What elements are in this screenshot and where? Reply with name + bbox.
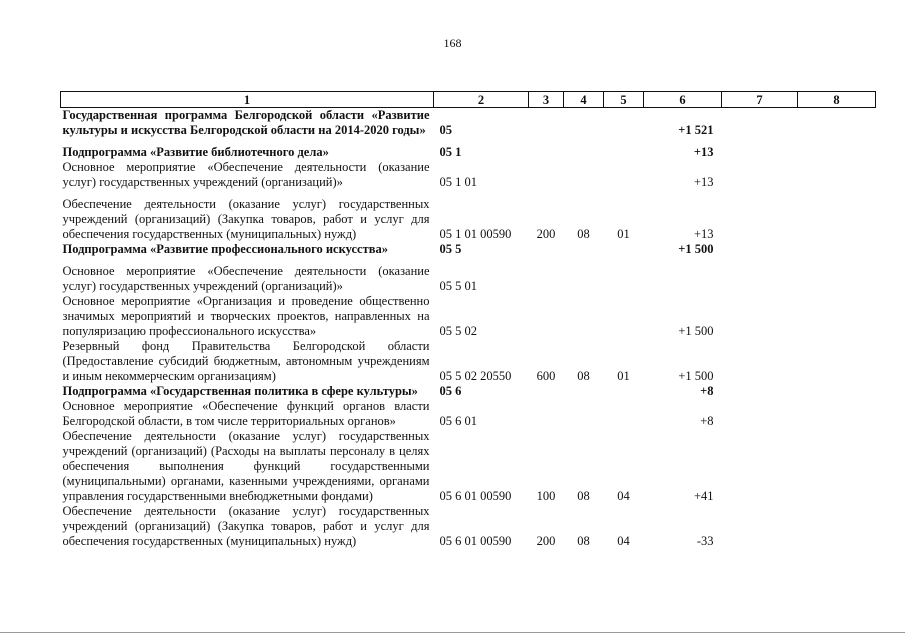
- row-name-cell: Подпрограмма «Государственная политика в сфере культуры»: [62, 384, 418, 398]
- table-body: [61, 108, 876, 550]
- row-col3-cell: [529, 384, 564, 399]
- row-amount-cell: +41: [693, 489, 714, 503]
- row-col8-cell: [798, 339, 876, 384]
- row-col4-cell: 08: [577, 534, 590, 548]
- row-col7-cell: [722, 384, 798, 399]
- row-col4-cell: [564, 384, 604, 399]
- table-row: [61, 429, 876, 504]
- row-col7-cell: [722, 504, 798, 549]
- row-col7-cell: [722, 108, 798, 139]
- table-row: [61, 257, 876, 294]
- header-row: [61, 92, 876, 108]
- row-code-cell: 05 5: [439, 242, 462, 256]
- row-col7-cell: [722, 138, 798, 160]
- row-amount-cell: -33: [696, 534, 714, 548]
- row-amount-cell: [644, 257, 722, 294]
- row-name-cell: Основное мероприятие «Обеспечение деятельности (оказание услуг) государственных учреждений (организаций)»: [62, 264, 430, 293]
- column-header-5: 5: [604, 92, 644, 108]
- row-col5-cell: [604, 138, 644, 160]
- row-amount-cell: +8: [700, 414, 714, 428]
- table-row: [61, 399, 876, 429]
- row-col5-cell: [604, 108, 644, 139]
- row-col8-cell: [798, 429, 876, 504]
- row-name-cell: Обеспечение деятельности (оказание услуг) государственных учреждений (организаций) (Закупка товаров, работ и услуг для обеспечения государственных (муниципальных) нужд): [62, 197, 430, 241]
- page-number: 168: [443, 36, 462, 50]
- row-col4-cell: [564, 242, 604, 257]
- row-code-cell: 05 5 01: [439, 279, 477, 293]
- row-col8-cell: [798, 384, 876, 399]
- row-col8-cell: [798, 504, 876, 549]
- row-col4-cell: [564, 160, 604, 190]
- row-col7-cell: [722, 339, 798, 384]
- row-col3-cell: [529, 160, 564, 190]
- table-row: [61, 294, 876, 339]
- row-col8-cell: [798, 190, 876, 242]
- row-code-cell: 05 6: [439, 384, 462, 398]
- row-code-cell: 05 6 01 00590: [439, 489, 512, 503]
- table-row: [61, 160, 876, 190]
- table-row: [61, 242, 876, 257]
- row-col7-cell: [722, 429, 798, 504]
- column-header-4: 4: [564, 92, 604, 108]
- row-col3-cell: [529, 138, 564, 160]
- row-amount-cell: +1 500: [678, 324, 714, 338]
- table-row: [61, 384, 876, 399]
- row-col5-cell: 01: [617, 369, 630, 383]
- page-bottom-edge: [0, 632, 905, 633]
- row-code-cell: 05 1 01 00590: [439, 227, 512, 241]
- budget-table: [60, 91, 876, 549]
- row-col8-cell: [798, 108, 876, 139]
- row-col8-cell: [798, 138, 876, 160]
- row-amount-cell: +13: [693, 227, 714, 241]
- row-col3-cell: 600: [536, 369, 556, 383]
- row-col5-cell: [604, 294, 644, 339]
- row-code-cell: 05: [439, 123, 452, 137]
- table-row: [61, 138, 876, 160]
- column-header-6: 6: [644, 92, 722, 108]
- row-col7-cell: [722, 242, 798, 257]
- row-code-cell: 05 5 02: [439, 324, 477, 338]
- row-col4-cell: 08: [577, 369, 590, 383]
- row-name-cell: Основное мероприятие «Обеспечение деятельности (оказание услуг) государственных учреждений (организаций)»: [62, 160, 430, 189]
- row-col5-cell: [604, 160, 644, 190]
- row-col4-cell: [564, 399, 604, 429]
- row-amount-cell: +1 500: [678, 369, 714, 383]
- row-col4-cell: [564, 294, 604, 339]
- row-amount-cell: +8: [700, 384, 714, 398]
- row-name-cell: Основное мероприятие «Обеспечение функций органов власти Белгородской области, в том числе территориальных органов»: [62, 399, 430, 428]
- row-amount-cell: +1 500: [678, 242, 714, 256]
- table-row: [61, 190, 876, 242]
- row-col4-cell: 08: [577, 227, 590, 241]
- row-col7-cell: [722, 190, 798, 242]
- row-name-cell: Обеспечение деятельности (оказание услуг) государственных учреждений (организаций) (Расходы на выплаты персоналу в целях обеспечения выполнения функций государственными (муниципальными) органами, казенными учреждениями, органами управления государственными внебюджетными фондами): [62, 429, 430, 503]
- row-col3-cell: 100: [536, 489, 556, 503]
- row-code-cell: 05 6 01: [439, 414, 477, 428]
- row-col3-cell: [529, 257, 564, 294]
- row-name-cell: Основное мероприятие «Организация и проведение общественно значимых мероприятий и творческих проектов, направленных на популяризацию профессионального искусства»: [62, 294, 430, 338]
- row-col5-cell: 04: [617, 489, 630, 503]
- row-name-cell: Резервный фонд Правительства Белгородской области (Предоставление субсидий бюджетным, автономным учреждениям и иным некоммерческим организациям): [62, 339, 430, 383]
- row-col3-cell: 200: [536, 534, 556, 548]
- row-col7-cell: [722, 257, 798, 294]
- row-code-cell: 05 5 02 20550: [439, 369, 512, 383]
- table-row: [61, 504, 876, 549]
- row-col5-cell: [604, 242, 644, 257]
- row-col4-cell: [564, 138, 604, 160]
- row-col4-cell: [564, 108, 604, 139]
- column-header-8: 8: [798, 92, 876, 108]
- row-col4-cell: [564, 257, 604, 294]
- row-col5-cell: [604, 257, 644, 294]
- row-col7-cell: [722, 160, 798, 190]
- row-col3-cell: [529, 399, 564, 429]
- row-name-cell: Подпрограмма «Развитие профессионального искусства»: [62, 242, 388, 256]
- row-col7-cell: [722, 399, 798, 429]
- row-name-cell: Подпрограмма «Развитие библиотечного дела»: [62, 145, 329, 159]
- row-col5-cell: 01: [617, 227, 630, 241]
- row-code-cell: 05 1 01: [439, 175, 477, 189]
- row-code-cell: 05 6 01 00590: [439, 534, 512, 548]
- row-col5-cell: [604, 384, 644, 399]
- row-col5-cell: [604, 399, 644, 429]
- row-col5-cell: 04: [617, 534, 630, 548]
- table-header: [61, 92, 876, 108]
- row-col8-cell: [798, 257, 876, 294]
- row-col8-cell: [798, 242, 876, 257]
- row-code-cell: 05 1: [439, 145, 462, 159]
- table-row: [61, 339, 876, 384]
- row-col7-cell: [722, 294, 798, 339]
- row-col8-cell: [798, 160, 876, 190]
- column-header-2: 2: [434, 92, 529, 108]
- row-amount-cell: +1 521: [678, 123, 714, 137]
- column-header-3: 3: [529, 92, 564, 108]
- row-col3-cell: [529, 294, 564, 339]
- table-row: [61, 108, 876, 139]
- row-amount-cell: +13: [693, 145, 714, 159]
- column-header-1: 1: [61, 92, 434, 108]
- row-name-cell: Государственная программа Белгородской области «Развитие культуры и искусства Белгородской области на 2014-2020 годы»: [62, 108, 430, 137]
- row-col3-cell: [529, 108, 564, 139]
- row-amount-cell: +13: [693, 175, 714, 189]
- row-name-cell: Обеспечение деятельности (оказание услуг) государственных учреждений (организаций) (Закупка товаров, работ и услуг для обеспечения государственных (муниципальных) нужд): [62, 504, 430, 548]
- row-col8-cell: [798, 399, 876, 429]
- column-header-7: 7: [722, 92, 798, 108]
- row-col3-cell: [529, 242, 564, 257]
- budget-table-wrap: [60, 91, 875, 549]
- row-col3-cell: 200: [536, 227, 556, 241]
- row-col4-cell: 08: [577, 489, 590, 503]
- row-col8-cell: [798, 294, 876, 339]
